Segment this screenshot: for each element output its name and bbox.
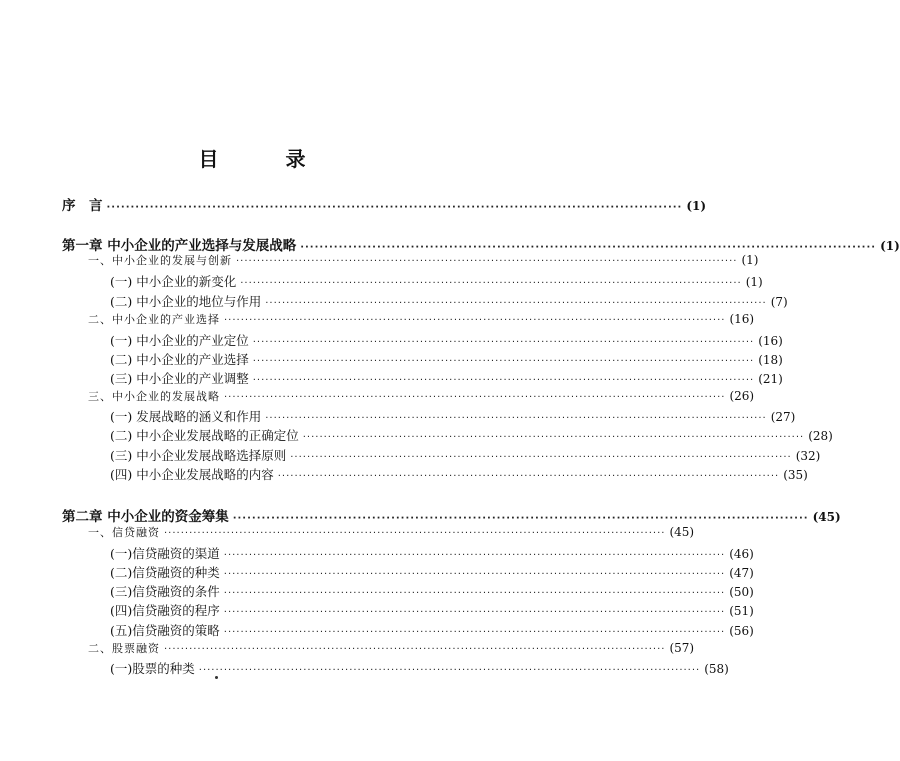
toc-entry-page: (1): [880, 239, 900, 253]
toc-entry: [110, 582, 754, 600]
dot-leader: ························································································································: [252, 356, 755, 367]
dot-leader: ························································································································: [236, 256, 738, 267]
dot-leader: ························································································································: [106, 202, 683, 213]
toc-entry: [110, 544, 754, 562]
dot-leader: ························································································································: [223, 569, 726, 580]
toc-entry-label: (三) 中小企业的产业调整: [110, 371, 249, 386]
toc-entry: [110, 563, 754, 581]
toc-entry: [110, 465, 808, 483]
toc-entry: [110, 621, 754, 639]
toc-entry-label: (一) 中小企业的产业定位: [110, 333, 249, 348]
toc-entry-page: (21): [758, 372, 783, 386]
toc-entry-label: 序 言: [62, 198, 103, 214]
page-title: 目 录: [198, 147, 336, 171]
dot-leader: ························································································································: [224, 392, 726, 403]
toc-entry-label: 三、中小企业的发展战略: [88, 390, 220, 403]
toc-entry-label: (一)信贷融资的渠道: [110, 546, 220, 561]
toc-entry-label: (三) 中小企业发展战略选择原则: [110, 448, 287, 463]
toc-entry-label: 第一章 中小企业的产业选择与发展战略: [62, 238, 297, 254]
toc-entry-page: (35): [783, 468, 808, 482]
toc-entry-label: (二) 中小企业发展战略的正确定位: [110, 428, 299, 443]
dot-leader: ························································································································: [300, 242, 877, 253]
toc-entry: [110, 407, 796, 425]
toc-entry-page: (51): [729, 604, 754, 618]
toc-entry-page: (1): [741, 253, 759, 267]
toc-entry-page: (28): [808, 429, 833, 443]
dot-leader: ························································································································: [240, 278, 742, 289]
toc-entry-page: (18): [758, 353, 783, 367]
dot-leader: ························································································································: [223, 607, 726, 618]
toc-entry-label: (一)股票的种类: [110, 661, 195, 676]
toc-entry-label: 第二章 中小企业的资金筹集: [62, 509, 229, 525]
toc-entry-page: (56): [729, 624, 754, 638]
toc-entry: [62, 194, 707, 214]
toc-entry-page: (26): [729, 389, 755, 403]
toc-entry: [110, 369, 783, 387]
toc-entry: [88, 252, 759, 270]
dot-leader: ························································································································: [164, 644, 666, 655]
stray-dot: [215, 676, 218, 679]
toc-entry: [110, 446, 821, 464]
toc-entry: [88, 640, 695, 658]
toc-entry-label: (五)信贷融资的策略: [110, 623, 220, 638]
toc-entry: [62, 234, 900, 254]
toc-entry: [110, 350, 783, 368]
dot-leader: ························································································································: [198, 665, 701, 676]
dot-leader: ························································································································: [224, 315, 726, 326]
dot-leader: ························································································································: [252, 375, 755, 386]
toc-entry: [110, 292, 788, 310]
toc-entry: [110, 272, 763, 290]
toc-entry-page: (58): [704, 662, 729, 676]
toc-entry-page: (16): [729, 312, 755, 326]
toc-entry-label: (四) 中小企业发展战略的内容: [110, 467, 274, 482]
dot-leader: ························································································································: [164, 528, 666, 539]
toc-entry: [88, 311, 755, 329]
toc-entry-label: (四)信贷融资的程序: [110, 603, 220, 618]
toc-entry-page: (47): [729, 566, 754, 580]
toc-entry-page: (1): [686, 199, 707, 213]
dot-leader: ························································································································: [223, 550, 726, 561]
dot-leader: ························································································································: [232, 513, 809, 524]
toc-entry: [88, 524, 695, 542]
dot-leader: ························································································································: [265, 298, 767, 309]
toc-entry-page: (1): [745, 275, 763, 289]
dot-leader: ························································································································: [290, 452, 792, 463]
toc-entry-page: (45): [669, 525, 695, 539]
toc-entry-label: (一) 中小企业的新变化: [110, 274, 237, 289]
toc-entry: [62, 505, 841, 525]
dot-leader: ························································································································: [223, 627, 726, 638]
dot-leader: ························································································································: [223, 588, 726, 599]
toc-entry: [110, 331, 783, 349]
toc-entry-label: 二、中小企业的产业选择: [88, 313, 220, 326]
toc-entry-label: (二) 中小企业的地位与作用: [110, 294, 262, 309]
toc-entry-page: (7): [770, 295, 788, 309]
toc-entry-label: (一) 发展战略的涵义和作用: [110, 409, 262, 424]
toc-entry-page: (32): [795, 449, 821, 463]
toc-entry-label: (二) 中小企业的产业选择: [110, 352, 249, 367]
dot-leader: ························································································································: [277, 471, 780, 482]
toc-entry-label: (二)信贷融资的种类: [110, 565, 220, 580]
dot-leader: ························································································································: [252, 337, 755, 348]
toc-entry-page: (27): [770, 410, 796, 424]
toc-entry: [110, 601, 754, 619]
toc-entry: [110, 426, 833, 444]
toc-entry-label: 一、中小企业的发展与创新: [88, 254, 232, 267]
toc-entry: [88, 388, 755, 406]
toc-entry-page: (16): [758, 334, 783, 348]
toc-entry: [110, 659, 729, 677]
toc-entry-label: (三)信贷融资的条件: [110, 584, 220, 599]
dot-leader: ························································································································: [265, 413, 767, 424]
toc-entry-page: (46): [729, 547, 754, 561]
dot-leader: ························································································································: [302, 432, 805, 443]
toc-entry-label: 一、信贷融资: [88, 526, 160, 539]
toc-entry-page: (45): [812, 510, 841, 524]
toc-entry-label: 二、股票融资: [88, 642, 160, 655]
toc-entry-page: (50): [729, 585, 754, 599]
toc-entry-page: (57): [669, 641, 695, 655]
